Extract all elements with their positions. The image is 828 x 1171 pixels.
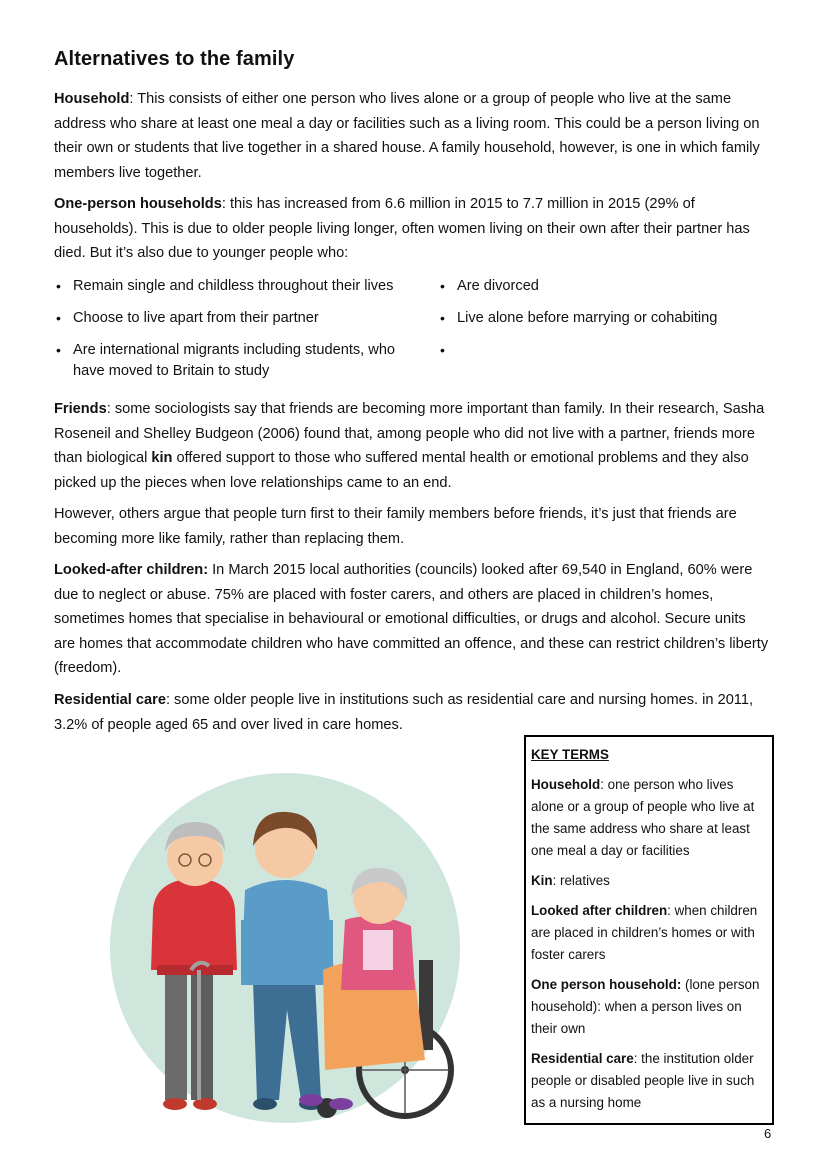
key-term-item — [531, 974, 767, 1040]
key-term-def: : when children are placed in children’s homes or with foster carers — [531, 903, 758, 962]
residential-term: Residential care — [54, 692, 166, 708]
page-number: 6 — [764, 1126, 772, 1141]
friends-text: : some sociologists say that friends are becoming more important than family. In their research, Sasha Roseneil and Shelley Budgeon (2006) found that, among people who did not live with a partner, friends more than biological — [54, 401, 765, 466]
page-title: Alternatives to the family — [54, 48, 295, 70]
one-person-text: : this has increased from 6.6 million in 2015 to 7.7 million in 2015 (29% of households). This is due to older people living longer, often women living on their own after their partner has died. But it’s also due to younger people who: — [54, 196, 750, 261]
key-term-term: One person household: — [531, 977, 682, 992]
list-item: • Live alone before marrying or cohabiting — [438, 308, 777, 329]
key-term-def: : relatives — [552, 873, 610, 888]
key-term-def: (lone person household): when a person lives on their own — [531, 977, 760, 1036]
key-term-term: Kin — [531, 873, 553, 888]
key-terms-box — [524, 735, 774, 1125]
key-term-def: : one person who lives alone or a group of people who live at the same address who share at least one meal a day or facilities — [531, 777, 755, 858]
household-term: Household — [54, 91, 130, 107]
friends-term: Friends — [54, 401, 107, 417]
care-illustration — [95, 770, 475, 1130]
household-paragraph — [54, 87, 770, 185]
key-term-item — [531, 1048, 767, 1114]
list-item: • Remain single and childless throughout their lives — [54, 276, 433, 297]
list-item: • Are international migrants including students, who have moved to Britain to study — [54, 340, 423, 381]
however-paragraph: However, others argue that people turn first to their family members before friends, it’s just that friends are becoming more like family, rather than replacing them. — [54, 506, 737, 547]
household-text: : This consists of either one person who lives alone or a group of people who live at the same address who share at least one meal a day or facilities such as a living room. This could be a person living on their own or students that live together in a shared house. A family household, however, is one in which family members live together. — [54, 91, 760, 181]
residential-text: : some older people live in institutions such as residential care and nursing homes. in 2011, 3.2% of people aged 65 and over lived in care homes. — [54, 692, 754, 733]
key-term-item — [531, 774, 767, 862]
one-person-paragraph — [54, 192, 770, 266]
key-terms-title: KEY TERMS — [531, 747, 609, 762]
key-term-item — [531, 900, 767, 966]
friends-text: offered support to those who suffered mental health or emotional problems and they also picked up the pieces when love relationships came to an end. — [54, 450, 749, 491]
list-item: • Choose to live apart from their partner — [54, 308, 433, 329]
key-term-item — [531, 870, 767, 892]
list-item — [438, 340, 777, 360]
looked-after-text: In March 2015 local authorities (councils) looked after 69,540 in England, 60% were due to neglect or abuse. 75% are placed with foster carers, and others are placed in children’s homes, sometimes homes that specialise in behavioural or emotional difficulties, or drugs and alcohol. Secure units are homes that accommodate children who have committed an offence, and these can restrict children’s liberty (freedom). — [54, 562, 769, 676]
residential-paragraph — [54, 688, 770, 737]
looked-after-paragraph — [54, 558, 770, 681]
key-term-term: Household — [531, 777, 601, 792]
key-term-term: Residential care — [531, 1051, 634, 1066]
kin-term: kin — [151, 450, 173, 466]
looked-after-term: Looked-after children: — [54, 562, 209, 578]
key-term-def: : the institution older people or disabled people live in such as a nursing home — [531, 1051, 755, 1110]
friends-paragraph — [54, 397, 770, 495]
one-person-term: One-person households — [54, 196, 222, 212]
key-term-term: Looked after children — [531, 903, 668, 918]
list-item: • Are divorced — [438, 276, 777, 297]
